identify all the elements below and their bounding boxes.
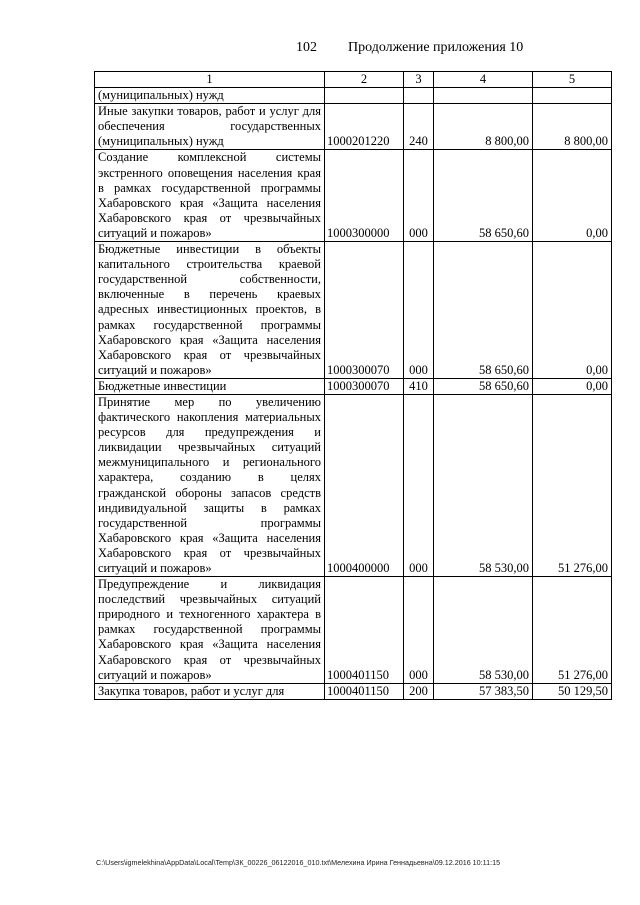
column-header-1: 1 [95, 72, 325, 88]
target-code: 1000300070 [325, 378, 404, 394]
expense-type [404, 88, 434, 104]
amount-col4: 58 530,00 [434, 577, 533, 684]
table-row [95, 378, 612, 394]
expense-type: 240 [404, 104, 434, 150]
item-name: (муниципальных) нужд [95, 88, 325, 104]
item-name: Иные закупки товаров, работ и услуг для обеспечения государственных (муниципальных) нужд [95, 104, 325, 150]
table-row [95, 683, 612, 699]
item-name: Закупка товаров, работ и услуг для [95, 683, 325, 699]
amount-col5: 0,00 [533, 378, 612, 394]
file-path-footer: C:\Users\igmelekhina\AppData\Local\Temp\ЗК_00226_06122016_010.txt\Мелехина Ирина Геннадьевна\09.12.2016 10:11:15 [96, 858, 501, 867]
table-row [95, 577, 612, 684]
target-code: 1000401150 [325, 683, 404, 699]
page-number: 102 [296, 40, 317, 55]
table-row [95, 88, 612, 104]
target-code: 1000201220 [325, 104, 404, 150]
appendix-table [94, 71, 612, 700]
amount-col4: 58 530,00 [434, 394, 533, 576]
target-code: 1000300070 [325, 242, 404, 379]
item-name: Предупреждение и ликвидация последствий чрезвычайных ситуаций природного и техногенного характера в рамках государственной программы Хабаровского края «Защита населения Хабаровского края от чрезвычайных ситуаций и пожаров» [95, 577, 325, 684]
amount-col5: 0,00 [533, 242, 612, 379]
amount-col4: 58 650,60 [434, 150, 533, 242]
amount-col4: 57 383,50 [434, 683, 533, 699]
amount-col5 [533, 88, 612, 104]
table-row [95, 242, 612, 379]
amount-col4: 58 650,60 [434, 378, 533, 394]
amount-col4: 8 800,00 [434, 104, 533, 150]
item-name: Бюджетные инвестиции в объекты капитального строительства краевой государственной собственности, включенные в перечень краевых адресных инвестиционных проектов, в рамках государственной программы Хабаровского края «Защита населения Хабаровского края от чрезвычайных ситуаций и пожаров» [95, 242, 325, 379]
continuation-title: Продолжение приложения 10 [348, 40, 524, 55]
column-header-2: 2 [325, 72, 404, 88]
column-header-3: 3 [404, 72, 434, 88]
item-name: Принятие мер по увеличению фактического накопления материальных ресурсов для предупреждения и ликвидации чрезвычайных ситуаций межмуниципального и регионального характера, созданию в целях гражданской обороны запасов средств индивидуальной защиты в рамках государственной программы Хабаровского края «Защита населения Хабаровского края от чрезвычайных ситуаций и пожаров» [95, 394, 325, 576]
target-code: 1000300000 [325, 150, 404, 242]
amount-col5: 51 276,00 [533, 394, 612, 576]
expense-type: 000 [404, 242, 434, 379]
expense-type: 000 [404, 394, 434, 576]
table-row [95, 104, 612, 150]
column-header-5: 5 [533, 72, 612, 88]
expense-type: 410 [404, 378, 434, 394]
column-header-4: 4 [434, 72, 533, 88]
expense-type: 000 [404, 150, 434, 242]
amount-col5: 51 276,00 [533, 577, 612, 684]
target-code: 1000401150 [325, 577, 404, 684]
amount-col4 [434, 88, 533, 104]
item-name: Создание комплексной системы экстренного оповещения населения края в рамках государственной программы Хабаровского края «Защита населения Хабаровского края от чрезвычайных ситуаций и пожаров» [95, 150, 325, 242]
amount-col4: 58 650,60 [434, 242, 533, 379]
amount-col5: 0,00 [533, 150, 612, 242]
table-row [95, 150, 612, 242]
target-code: 1000400000 [325, 394, 404, 576]
expense-type: 200 [404, 683, 434, 699]
table-row [95, 394, 612, 576]
amount-col5: 8 800,00 [533, 104, 612, 150]
column-number-row [95, 72, 612, 88]
expense-type: 000 [404, 577, 434, 684]
amount-col5: 50 129,50 [533, 683, 612, 699]
target-code [325, 88, 404, 104]
item-name: Бюджетные инвестиции [95, 378, 325, 394]
